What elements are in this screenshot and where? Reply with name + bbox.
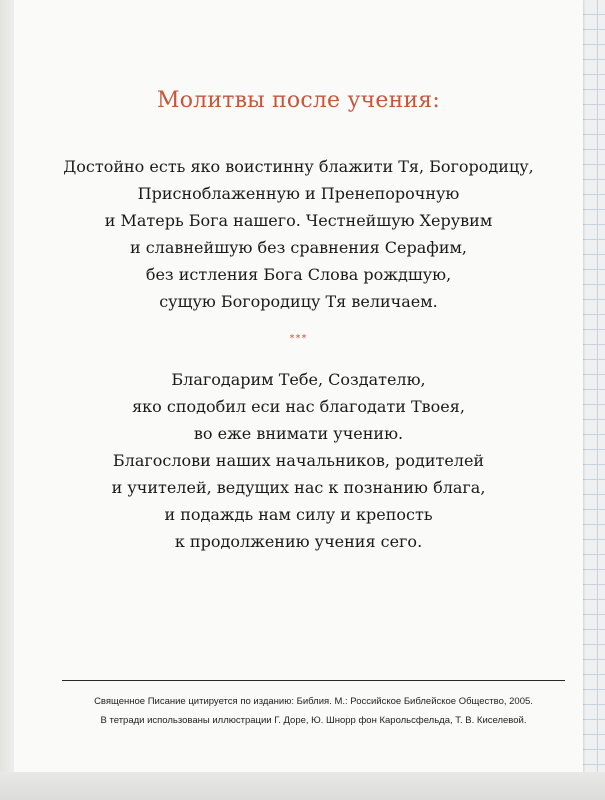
prayer-line: Благодарим Тебе, Создателю, <box>171 370 426 389</box>
prayer-line: Присноблаженную и Пренепорочную <box>137 184 460 203</box>
notebook-page <box>14 0 583 772</box>
footer-bible-citation: Священное Писание цитируется по изданию: Библия. М.: Российское Библейское Общество, 2005. <box>94 696 533 707</box>
prayer-line: сущую Богородицу Тя величаем. <box>159 292 438 311</box>
footer-divider <box>62 680 565 681</box>
prayer-line: Благослови наших начальников, родителей <box>112 451 485 470</box>
footer-illustrations-credit: В тетради использованы иллюстрации Г. Доре, Ю. Шнорр фон Карольсфельда, Т. В. Киселевой. <box>100 715 527 726</box>
prayer-line: без истления Бога Слова рождшую, <box>145 265 452 284</box>
prayer-line: и учителей, ведущих нас к познанию блага, <box>111 478 486 497</box>
scan-bottom-margin <box>0 772 605 800</box>
prayer-line: к продолжению учения сего. <box>174 532 423 551</box>
prayer-line: и подаждь нам силу и крепость <box>164 505 433 524</box>
prayer-line: яко сподобил еси нас благодати Твоея, <box>132 397 465 416</box>
asterism-separator: *** <box>289 333 308 344</box>
prayer-dostoyno <box>14 153 583 315</box>
prayer-line: во еже внимати учению. <box>193 424 404 443</box>
page-title: Молитвы после учения: <box>156 88 440 113</box>
prayer-line: и Матерь Бога нашего. Честнейшую Херувим <box>104 211 493 230</box>
prayer-blagodarim <box>14 366 583 555</box>
prayer-line: Достойно есть яко воистинну блажити Тя, Богородицу, <box>63 157 534 176</box>
prayer-line: и славнейшую без сравнения Серафим, <box>129 238 468 257</box>
notebook-grid-edge <box>582 0 605 800</box>
